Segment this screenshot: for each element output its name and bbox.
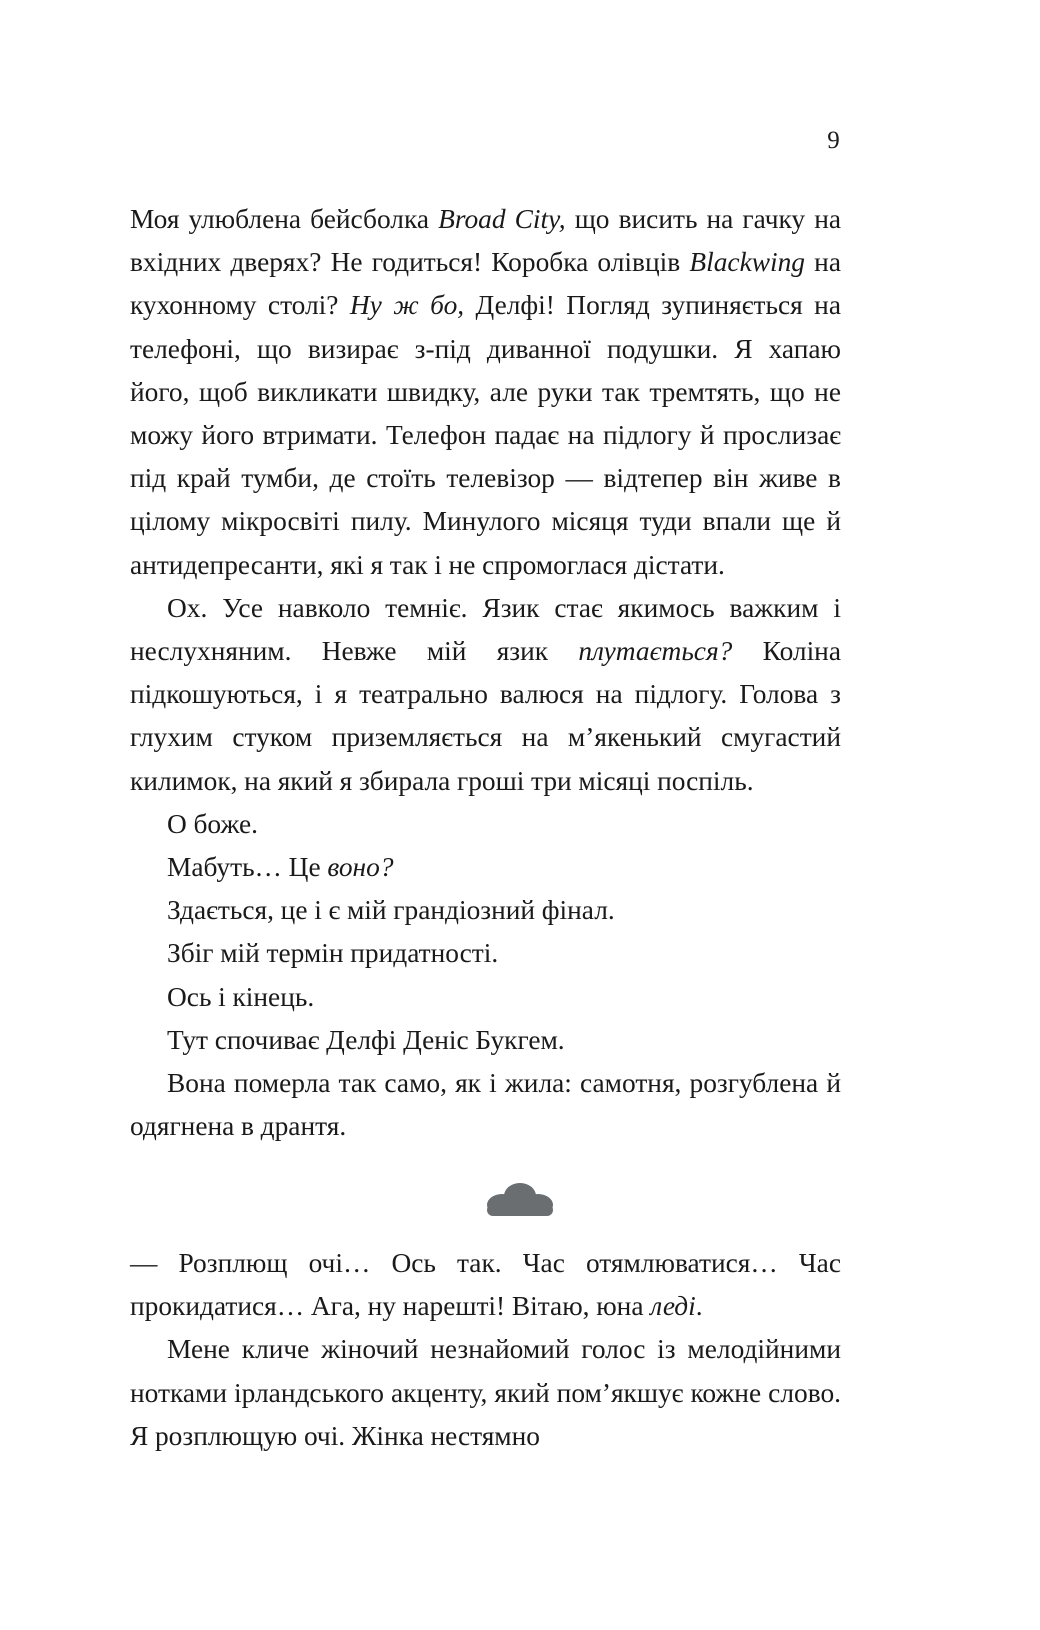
text-run: Ох. Усе навколо темніє. Язик стає якимось важким і неслухняним. Невже мій язик — [130, 592, 841, 667]
body-text-after-ornament — [130, 1242, 841, 1458]
text-run: що висить на гачку на вхідних дверях? Не годиться! Коробка олівців — [130, 204, 842, 278]
paragraph: Тут спочиває Делфі Деніс Букгем. — [167, 1024, 565, 1055]
paragraph — [130, 198, 841, 587]
text-run: Моя улюблена бейсболка — [130, 204, 439, 234]
text-run-italic: Ну ж бо, — [349, 290, 465, 321]
page-number: 9 — [827, 127, 840, 154]
text-run: — Розплющ очі… Ось так. Час отямлюватися… Час прокидатися… Ага, ну нарешті! Вітаю, юна — [130, 1248, 841, 1322]
text-run-italic: леді — [650, 1291, 696, 1322]
text-run: . — [695, 1291, 703, 1322]
text-run-italic: плутається? — [578, 636, 733, 667]
cloud-icon — [481, 1182, 559, 1216]
text-run-italic: Broad City, — [438, 204, 566, 234]
paragraph — [130, 846, 841, 889]
text-run: Делфі! Погляд зупиняється на телефоні, що визирає з-під диванної подушки. Я хапаю його, щоб викликати швидку, але руки так тремтять, що не можу його втримати. Телефон падає на підлогу й прослизає під край тумби, де стоїть телевізор — відтепер він живе в цілому мікросвіті пилу. Минулого місяця туди впали ще й антидепресанти, які я так і не спромоглася дістати. — [130, 290, 841, 580]
text-run-italic: Blackwing — [689, 247, 805, 278]
text-run: на кухонному столі? — [130, 247, 842, 321]
text-run: Мабуть… Це — [167, 852, 328, 883]
paragraph: Мене кличе жіночий незнайомий голос із мелодійними нотками ірландського акценту, який пом’якшує кожне слово. Я розплющую очі. Жінка нестямно — [130, 1334, 841, 1451]
paragraph: Ось і кінець. — [167, 981, 315, 1012]
paragraph — [130, 587, 841, 803]
body-text-before-ornament — [130, 198, 841, 1148]
paragraph: Здається, це і є мій грандіозний фінал. — [167, 895, 615, 926]
section-break-ornament — [0, 1182, 1040, 1216]
paragraph: Збіг мій термін придатності. — [167, 938, 499, 969]
text-run: Коліна підкошуються, і я театрально валюся на підлогу. Голова з глухим стуком приземляється на м’якенький смугастий килимок, на який я збирала гроші три місяці поспіль. — [130, 636, 841, 796]
paragraph: О боже. — [167, 808, 259, 839]
paragraph — [130, 1242, 841, 1328]
text-run-italic: воно? — [327, 852, 394, 883]
paragraph: Вона померла так само, як і жила: самотня, розгублена й одягнена в дрантя. — [130, 1068, 841, 1142]
